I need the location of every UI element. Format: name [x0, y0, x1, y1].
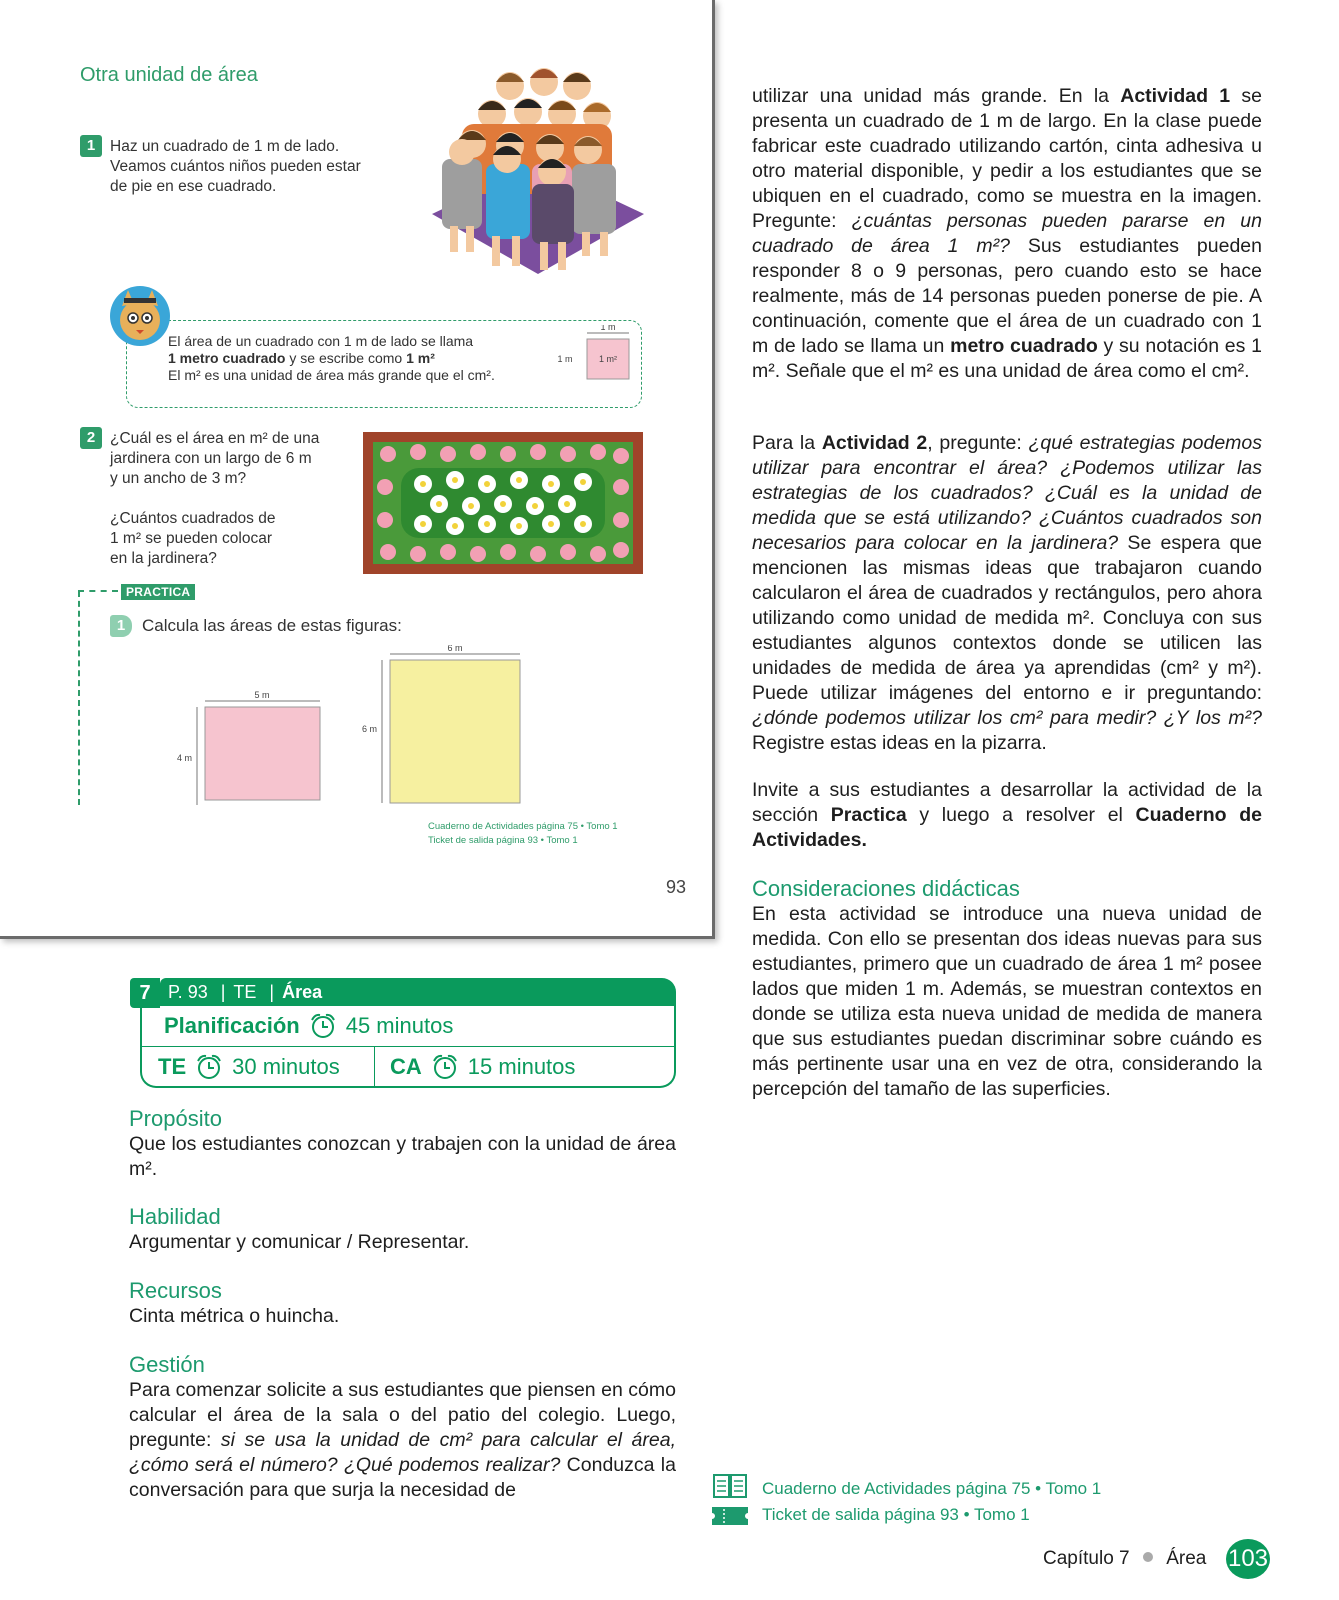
alarm-clock-icon	[430, 1052, 460, 1082]
footer-ref-cuaderno: Cuaderno de Actividades página 75 • Tomo 1	[762, 1479, 1102, 1498]
fig1-height-label: 4 m	[176, 753, 192, 763]
owl-mascot-icon	[108, 284, 172, 348]
recursos-heading: Recursos	[129, 1278, 222, 1303]
recursos-text: Cinta métrica o huincha.	[129, 1305, 340, 1327]
planificacion-row	[164, 1011, 453, 1041]
planificacion-time: 45 minutos	[345, 1013, 454, 1038]
thumbnail-title: Otra unidad de área	[80, 64, 258, 86]
planning-header: P. 93 | TE | Área	[160, 978, 676, 1006]
square-top-label: 1 m	[600, 325, 616, 332]
te-label: TE	[158, 1054, 187, 1079]
ca-row	[390, 1052, 575, 1082]
ticket-icon	[712, 1505, 748, 1527]
page-number: 103	[1226, 1539, 1270, 1579]
one-square-meter-diagram	[545, 325, 635, 395]
activity2-text: ¿Cuál es el área en m² de una jardinera con un largo de 6 m y un ancho de 3 m? ¿Cuántos cuadrados de 1 m² se pueden colocar en la jardinera?	[110, 430, 320, 567]
bullet-dot	[1143, 1552, 1153, 1562]
practica-line-side	[78, 591, 80, 805]
habilidad-text: Argumentar y comunicar / Representar.	[129, 1231, 470, 1253]
square-inside-label: 1 m²	[599, 354, 617, 364]
thumbnail-page-number: 93	[666, 877, 687, 897]
square-side-label: 1 m	[557, 354, 573, 364]
notebook-icon	[712, 1472, 748, 1500]
chapter-label: Capítulo 7 Área	[1043, 1548, 1207, 1569]
consideraciones-text: En esta actividad se introduce una nueva unidad de medida. Con ello se presentan dos ideas nuevas para sus estudiantes, primero que un cuadrado de área 1 m² posee lados que miden 1 m. Además, se muestran contextos en donde se utiliza esta nueva unidad de medida de manera que sus estudiantes puedan discriminar sobre cuándo es más pertinente usar una en vez de otra, considerando la percepción del tamaño de las superficies.	[752, 903, 1262, 1100]
te-row	[158, 1052, 340, 1082]
practica-line-top	[78, 590, 118, 592]
planning-box	[130, 978, 676, 1090]
paragraph-activity1: utilizar una unidad más grande. En la Actividad 1 se presenta un cuadrado de 1 m de largo. En la clase puede fabricar este cuadrado utilizando cartón, cinta adhesiva u otro material disponible, y pedir a los estudiantes que se ubiquen en el cuadrado, como se muestra en la imagen. Pregunte: ¿cuántas personas pueden pararse en un cuadrado de área 1 m²? Sus estudiantes pueden responder 8 o 9 personas, pero cuando esto se hace realmente, más de 14 personas pueden ponerse de pie. A continuación, comente que el área de un cuadrado con 1 m de lado se llama un metro cuadrado y su notación es 1 m². Señale que el m² es una unidad de área como el cm².	[752, 85, 1262, 382]
te-time: 30 minutos	[232, 1054, 340, 1079]
student-page-thumbnail	[0, 0, 715, 939]
ca-label: CA	[390, 1054, 422, 1079]
alarm-clock-icon	[308, 1011, 338, 1041]
planificacion-label: Planificación	[164, 1013, 300, 1038]
activity1-number: 1	[80, 135, 102, 157]
gestion-text: Para comenzar solicite a sus estudiantes que piensen en cómo calcular el área de la sala o del patio del colegio. Luego, pregunte: si se usa la unidad de cm² para calcular el área, ¿cómo será el número? ¿Qué podemos realizar? Conduzca la conversación para que surja la necesidad de	[129, 1379, 676, 1501]
footer-ref-ticket: Ticket de salida página 93 • Tomo 1	[762, 1505, 1030, 1524]
proposito-text: Que los estudiantes conozcan y trabajen con la unidad de área m².	[129, 1133, 676, 1180]
habilidad-heading: Habilidad	[129, 1204, 221, 1229]
activity2-number: 2	[80, 427, 102, 449]
proposito-heading: Propósito	[129, 1106, 222, 1131]
practica-number: 1	[110, 615, 132, 637]
children-on-square-illustration	[432, 64, 644, 286]
alarm-clock-icon	[194, 1052, 224, 1082]
activity1-text: Haz un cuadrado de 1 m de lado. Veamos cuántos niños pueden estar de pie en ese cuadrado.	[110, 138, 361, 195]
lesson-number-badge: 7	[130, 978, 160, 1008]
consideraciones-heading: Consideraciones didácticas	[752, 876, 1020, 901]
flower-bed-illustration	[363, 432, 643, 574]
gestion-heading: Gestión	[129, 1352, 205, 1377]
thumbnail-footer-refs: Cuaderno de Actividades página 75 • Tomo 1 Ticket de salida página 93 • Tomo 1	[428, 821, 618, 846]
paragraph-activity2: Para la Actividad 2, pregunte: ¿qué estrategias podemos utilizar para encontrar el área? ¿Podemos utilizar las estrategias de los cuadrados? ¿Cuál es la unidad de medida que se está utilizando? ¿Cuántos cuadrados son necesarios para colocar en la jardinera? Se espera que mencionen las mismas ideas que trabajaron cuando calcularon el área de cuadrados y rectángulos, pero ahora utilizando como unidad de medida m². Concluya con sus estudiantes algunos contextos donde se utilicen las unidades de medida de área ya aprendidas (cm² y m²). Puede utilizar imágenes del entorno e ir preguntando: ¿dónde podemos utilizar los cm² para medir? ¿Y los m²? Registre estas ideas en la pizarra.	[752, 432, 1263, 754]
fig2-height-label: 6 m	[361, 724, 377, 734]
planning-divider-horizontal	[142, 1046, 674, 1047]
practice-figures	[170, 645, 550, 810]
ca-time: 15 minutos	[467, 1054, 576, 1079]
practica-tag: PRACTICA	[121, 584, 195, 600]
planning-body	[140, 1006, 676, 1088]
fig2-width-label: 6 m	[447, 645, 463, 653]
planning-divider-vertical	[374, 1046, 375, 1086]
info-box-text: El área de un cuadrado con 1 m de lado se llama 1 metro cuadrado y se escribe como 1 m² El m² es una unidad de área más grande que el cm².	[168, 333, 495, 383]
practica-instruction: Calcula las áreas de estas figuras:	[142, 616, 402, 635]
paragraph-practica: Invite a sus estudiantes a desarrollar la actividad de la sección Practica y luego a resolver el Cuaderno de Actividades.	[752, 779, 1262, 851]
fig1-width-label: 5 m	[254, 690, 270, 700]
